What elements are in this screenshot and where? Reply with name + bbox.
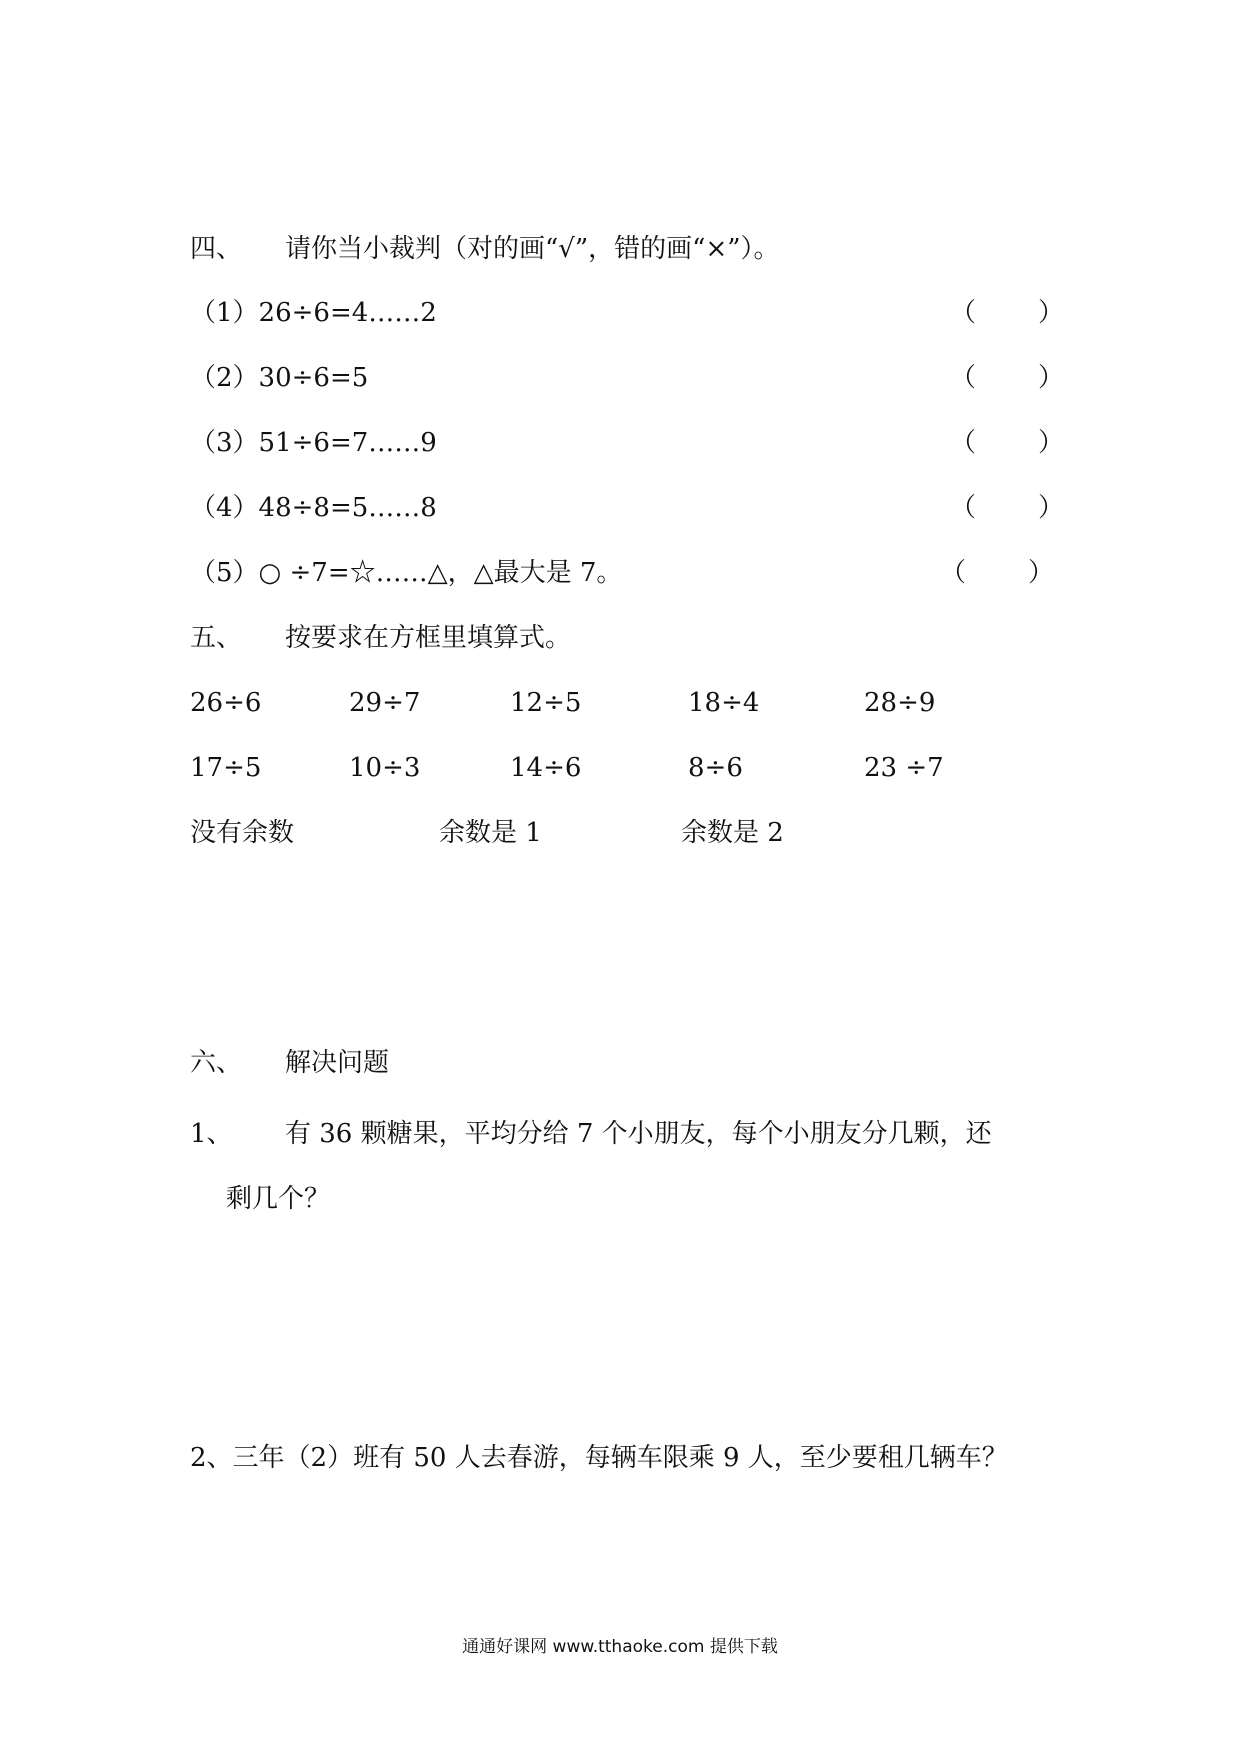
question-1-line-1: 有 36 颗糖果，平均分给 7 个小朋友，每个小朋友分几颗，还 (285, 1119, 992, 1149)
section-4-title: 请你当小裁判（对的画“√”，错的画“×”）。 (285, 234, 780, 264)
paren-open: （ (950, 298, 977, 328)
section-5-title: 按要求在方框里填算式。 (285, 623, 572, 653)
expression: 14÷6 (510, 753, 582, 783)
question-1-line-2: 剩几个？ (226, 1184, 331, 1214)
paren-open: （ (950, 363, 977, 393)
judge-item-5: （5）○ ÷7=☆……△，△最大是 7。 (190, 558, 623, 588)
judge-item-2: （2）30÷6=5 (190, 363, 369, 393)
section-6-title: 解决问题 (285, 1048, 390, 1078)
category-remainder-1: 余数是 1 (439, 818, 542, 848)
paren-open: （ (950, 428, 977, 458)
category-remainder-2: 余数是 2 (681, 818, 784, 848)
section-6-number: 六、 (190, 1048, 243, 1078)
question-2: 2、三年（2）班有 50 人去春游，每辆车限乘 9 人，至少要租几辆车？ (190, 1443, 1008, 1473)
judge-item-3: （3）51÷6=7……9 (190, 428, 437, 458)
expression: 12÷5 (510, 688, 582, 718)
expression: 26÷6 (190, 688, 262, 718)
expression: 18÷4 (688, 688, 760, 718)
paren-close: ） (1038, 298, 1065, 328)
paren-close: ） (1028, 558, 1055, 588)
paren-close: ） (1038, 363, 1065, 393)
page-footer: 通通好课网 www.tthaoke.com 提供下载 (462, 1637, 778, 1657)
expression: 28÷9 (864, 688, 936, 718)
expression: 8÷6 (688, 753, 743, 783)
question-1-number: 1、 (190, 1119, 233, 1149)
paren-open: （ (940, 558, 967, 588)
expression: 23 ÷7 (864, 753, 944, 783)
expression: 10÷3 (349, 753, 421, 783)
judge-item-1: （1）26÷6=4……2 (190, 298, 437, 328)
section-5-number: 五、 (190, 623, 243, 653)
category-no-remainder: 没有余数 (190, 818, 295, 848)
paren-open: （ (950, 493, 977, 523)
judge-item-4: （4）48÷8=5……8 (190, 493, 437, 523)
expression: 17÷5 (190, 753, 262, 783)
paren-close: ） (1038, 493, 1065, 523)
paren-close: ） (1038, 428, 1065, 458)
expression: 29÷7 (349, 688, 421, 718)
section-4-number: 四、 (190, 234, 243, 264)
